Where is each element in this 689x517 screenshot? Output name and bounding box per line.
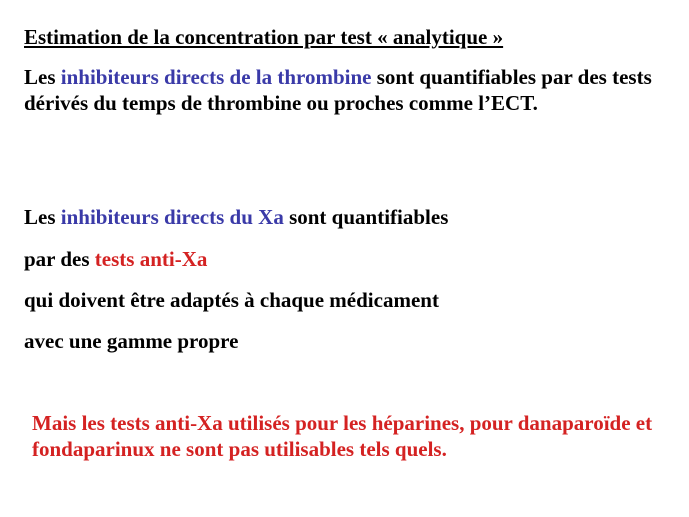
paragraph-xa-line-2: [24, 246, 207, 272]
xa-line2-highlight: tests anti-Xa: [94, 247, 208, 271]
paragraph-xa-line-4: avec une gamme propre: [24, 329, 239, 353]
xa-line1-highlight: inhibiteurs directs du Xa: [60, 205, 284, 229]
para1-prefix: Les: [24, 65, 61, 89]
paragraph-thrombin-inhibitors: [24, 64, 664, 116]
para1-suffix: sont quantifiables par des tests dérivés du temps de thrombine ou proches comme l’ECT.: [24, 65, 652, 115]
para1-highlight: inhibiteurs directs de la thrombine: [60, 65, 372, 89]
warning-text: Mais les tests anti-Xa utilisés pour les héparines, pour danaparoïde et fondaparinux ne sont pas utilisables tels quels.: [32, 411, 653, 461]
xa-line1-prefix: Les: [24, 205, 61, 229]
slide-title: Estimation de la concentration par test « analytique »: [24, 25, 504, 49]
xa-line1-suffix: sont quantifiables: [283, 205, 449, 229]
xa-line2-prefix: par des: [24, 247, 95, 271]
paragraph-xa-line-1: [24, 204, 448, 230]
paragraph-xa-line-3: qui doivent être adaptés à chaque médicament: [24, 288, 439, 312]
